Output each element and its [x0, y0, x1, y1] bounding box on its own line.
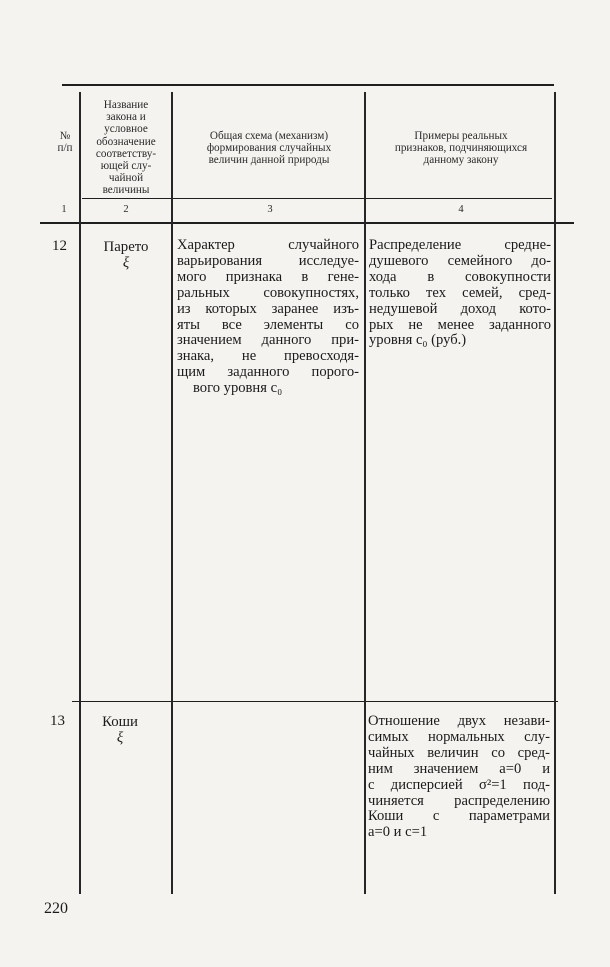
- scheme-line: знака, не превосходя-: [177, 348, 359, 365]
- column-number-2: 2: [123, 204, 129, 215]
- top-rule: [62, 84, 554, 86]
- examples-cell: [368, 714, 550, 841]
- header-col-scheme-line: формирования случайных: [206, 142, 332, 155]
- law-name: Коши: [102, 714, 138, 730]
- law-name: Парето: [103, 239, 149, 255]
- examples-line: Распределение средне-: [369, 237, 551, 253]
- scheme-cell: [177, 238, 359, 397]
- header-col-law: [82, 99, 170, 197]
- examples-line: чиняется распределению: [368, 792, 550, 809]
- header-col-law-line: условное: [104, 123, 148, 136]
- xi-symbol: ξ: [116, 730, 124, 746]
- examples-line: Отношение двух незави-: [368, 713, 550, 729]
- examples-line: ним значением a=0 и: [368, 760, 550, 777]
- scheme-line: мого признака в гене-: [177, 268, 359, 285]
- examples-line: уровня c₀ (руб.): [369, 332, 467, 349]
- header-col-examples-line: Примеры реальных: [414, 130, 508, 142]
- scheme-line: значением данного при-: [177, 332, 359, 349]
- col-divider-3: [364, 92, 366, 894]
- xi-symbol: ξ: [122, 255, 130, 271]
- column-number-4: 4: [458, 204, 464, 215]
- header-col-no-line: п/п: [57, 142, 73, 155]
- examples-line: рых не менее заданного: [369, 316, 551, 333]
- scheme-line: из которых заранее изъ-: [177, 300, 359, 317]
- examples-line: симых нормальных слу-: [368, 728, 550, 745]
- column-number-1: 1: [61, 204, 67, 215]
- column-number-rule: [40, 222, 574, 224]
- header-col-law-line: закона и: [106, 111, 146, 124]
- header-bottom-rule: [82, 198, 552, 199]
- header-col-no-line: №: [59, 130, 71, 142]
- row-number: 12: [52, 238, 67, 254]
- header-col-law-line: ющей слу-: [100, 160, 152, 173]
- examples-line: чайных величин со сред-: [368, 744, 550, 761]
- scheme-line: щим заданного порого-: [177, 364, 359, 381]
- header-col-scheme: [174, 130, 364, 167]
- header-col-examples-line: данному закону: [423, 154, 499, 167]
- examples-line: хода в совокупности: [369, 268, 551, 285]
- header-col-law-line: чайной: [108, 172, 144, 185]
- header-col-law-line: обозначение: [96, 135, 156, 148]
- examples-cell: [369, 238, 551, 349]
- header-col-scheme-line: Общая схема (механизм): [209, 130, 329, 142]
- examples-line: недушевой доход кото-: [369, 300, 551, 317]
- examples-line: душевого семейного до-: [369, 252, 551, 269]
- row-separator-rule: [72, 701, 558, 702]
- column-number-3: 3: [267, 204, 273, 215]
- examples-line: только тех семей, сред-: [369, 284, 551, 301]
- col-divider-4: [554, 92, 556, 894]
- examples-line: с дисперсией σ²=1 под-: [368, 776, 550, 793]
- header-col-law-line: Название: [103, 99, 149, 111]
- page-number: 220: [44, 900, 68, 917]
- scheme-line: ральных совокупностях,: [177, 284, 359, 301]
- col-divider-2: [171, 92, 173, 894]
- examples-line: Коши с параметрами: [368, 808, 550, 825]
- scheme-line: варьирования исследуе-: [177, 252, 359, 269]
- law-name-cell: [86, 239, 166, 271]
- header-col-examples-line: признаков, подчиняющихся: [394, 142, 528, 155]
- scheme-line: яты все элементы со: [177, 316, 359, 333]
- law-name-cell: [80, 714, 160, 746]
- scheme-line: Характер случайного: [177, 237, 359, 253]
- examples-line: a=0 и c=1: [368, 824, 428, 841]
- scheme-line: вого уровня c₀: [193, 380, 283, 397]
- header-col-law-line: соответству-: [95, 147, 157, 160]
- header-col-examples: [368, 130, 554, 167]
- header-col-scheme-line: величин данной природы: [208, 154, 330, 167]
- col-divider-1: [79, 92, 81, 894]
- row-number: 13: [50, 713, 65, 729]
- header-col-no: [52, 130, 78, 154]
- header-col-law-line: величины: [102, 184, 150, 197]
